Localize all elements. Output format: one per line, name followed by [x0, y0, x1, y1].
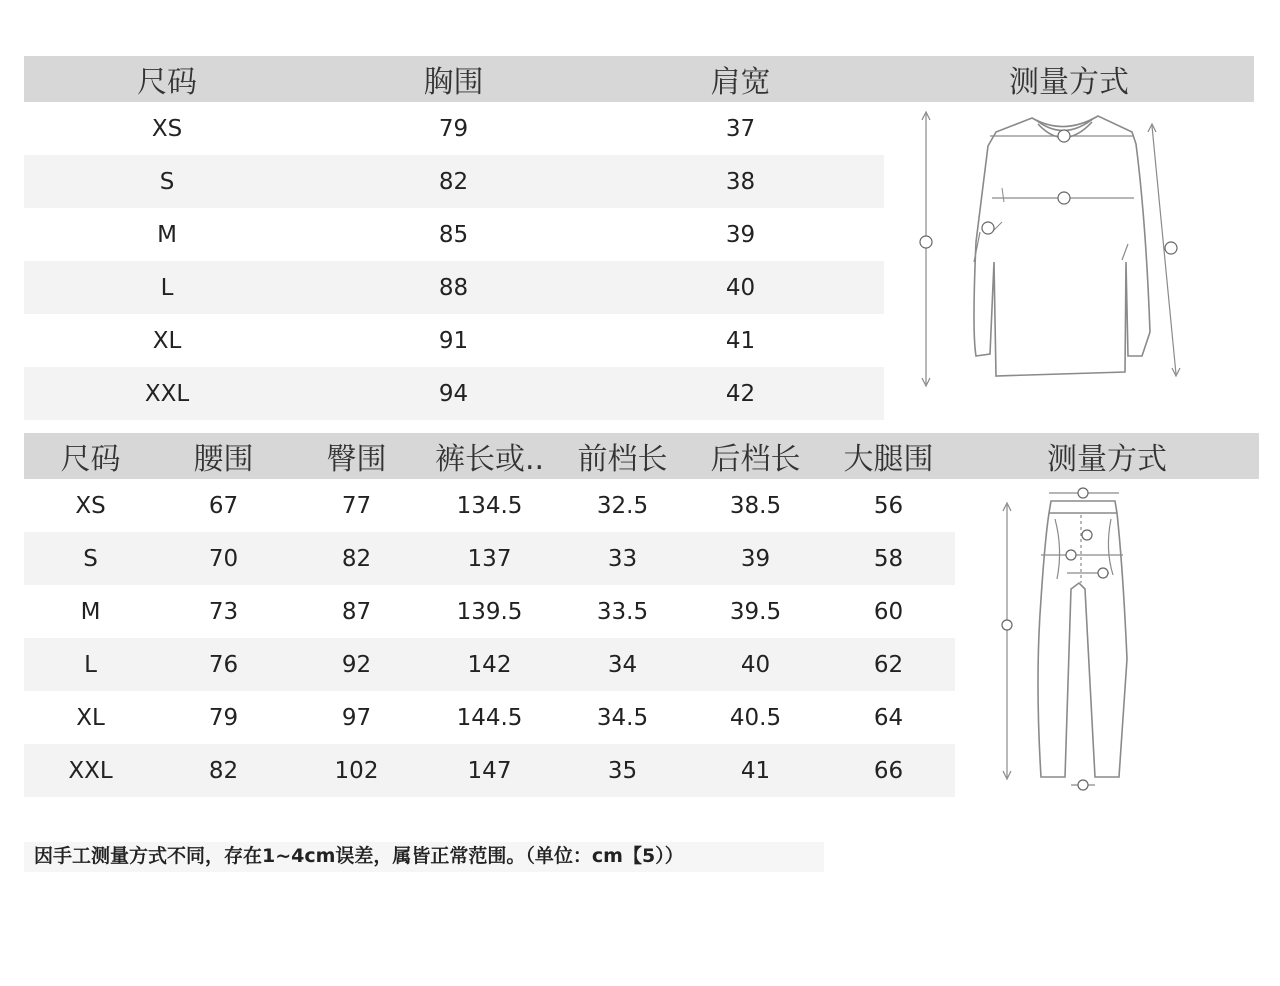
pants-measurement-diagram [955, 479, 1259, 797]
top-size-table [24, 56, 1254, 420]
size-cell: M [157, 221, 177, 248]
back-rise-cell: 41 [689, 744, 822, 797]
back-rise-cell: 39.5 [729, 598, 782, 625]
pants-length-cell: 134.5 [456, 492, 523, 519]
pants-length-cell: 147 [423, 744, 556, 797]
hip-cell: 92 [290, 638, 423, 691]
front-rise-cell: 33 [556, 532, 689, 585]
top-header-row [24, 56, 1254, 102]
top-header-chest: 胸围 [310, 56, 597, 102]
size-cell: S [24, 155, 310, 208]
thigh-cell: 66 [822, 744, 955, 797]
chest-cell: 88 [310, 261, 597, 314]
size-cell: M [80, 598, 101, 625]
measurement-note: 因手工测量方式不同，存在1~4cm误差，属皆正常范围。（单位：cm【5）） [24, 842, 824, 872]
waist-cell: 79 [208, 704, 239, 731]
pants-length-cell: 142 [423, 638, 556, 691]
waist-cell: 82 [157, 744, 290, 797]
size-cell: XXL [24, 744, 157, 797]
size-cell: XS [75, 492, 106, 519]
chest-cell: 79 [438, 115, 469, 142]
thigh-cell: 62 [822, 638, 955, 691]
front-rise-cell: 33.5 [596, 598, 649, 625]
hip-cell: 82 [290, 532, 423, 585]
size-cell: XS [151, 115, 183, 142]
size-cell: L [24, 638, 157, 691]
chest-cell: 94 [310, 367, 597, 420]
chest-cell: 82 [310, 155, 597, 208]
shoulder-cell: 42 [597, 367, 884, 420]
shoulder-cell: 41 [725, 327, 756, 354]
shirt-measurement-diagram [884, 102, 1254, 420]
bottom-header-measure-method: 测量方式 [955, 433, 1259, 479]
chest-cell: 91 [438, 327, 469, 354]
bottom-header-thigh: 大腿围 [822, 433, 955, 479]
waist-cell: 76 [157, 638, 290, 691]
top-header-measure-method: 测量方式 [884, 56, 1254, 102]
shoulder-cell: 40 [597, 261, 884, 314]
front-rise-cell: 34.5 [596, 704, 649, 731]
back-rise-cell: 38.5 [729, 492, 782, 519]
waist-cell: 70 [157, 532, 290, 585]
bottom-header-row [24, 433, 1259, 479]
back-rise-cell: 40 [689, 638, 822, 691]
shoulder-cell: 39 [725, 221, 756, 248]
front-rise-cell: 34 [556, 638, 689, 691]
bottom-header-back-rise: 后档长 [689, 433, 822, 479]
shirt-diagram-cell [884, 102, 1254, 420]
hip-cell: 102 [290, 744, 423, 797]
back-rise-cell: 40.5 [729, 704, 782, 731]
front-rise-cell: 35 [556, 744, 689, 797]
bottom-header-pants-length: 裤长或.. [423, 433, 556, 479]
shoulder-cell: 38 [597, 155, 884, 208]
bottom-header-hip: 臀围 [290, 433, 423, 479]
thigh-cell: 60 [873, 598, 904, 625]
bottom-header-waist: 腰围 [157, 433, 290, 479]
bottom-size-table [24, 433, 1259, 797]
size-cell: S [24, 532, 157, 585]
thigh-cell: 58 [822, 532, 955, 585]
bottom-header-front-rise: 前档长 [556, 433, 689, 479]
size-cell: XXL [24, 367, 310, 420]
back-rise-cell: 39 [689, 532, 822, 585]
thigh-cell: 64 [873, 704, 904, 731]
pants-length-cell: 139.5 [456, 598, 523, 625]
bottom-header-size: 尺码 [24, 433, 157, 479]
thigh-cell: 56 [873, 492, 904, 519]
top-header-shoulder: 肩宽 [597, 56, 884, 102]
table-row [24, 479, 1259, 532]
size-cell: XL [76, 704, 105, 731]
size-cell: L [24, 261, 310, 314]
pants-length-cell: 144.5 [456, 704, 523, 731]
size-cell: XL [152, 327, 182, 354]
chest-cell: 85 [438, 221, 469, 248]
waist-cell: 67 [208, 492, 239, 519]
hip-cell: 87 [341, 598, 372, 625]
waist-cell: 73 [208, 598, 239, 625]
table-row [24, 102, 1254, 155]
front-rise-cell: 32.5 [596, 492, 649, 519]
pants-length-cell: 137 [423, 532, 556, 585]
top-header-size: 尺码 [24, 56, 310, 102]
pants-diagram-cell [955, 479, 1259, 797]
shoulder-cell: 37 [725, 115, 756, 142]
hip-cell: 97 [341, 704, 372, 731]
hip-cell: 77 [341, 492, 372, 519]
